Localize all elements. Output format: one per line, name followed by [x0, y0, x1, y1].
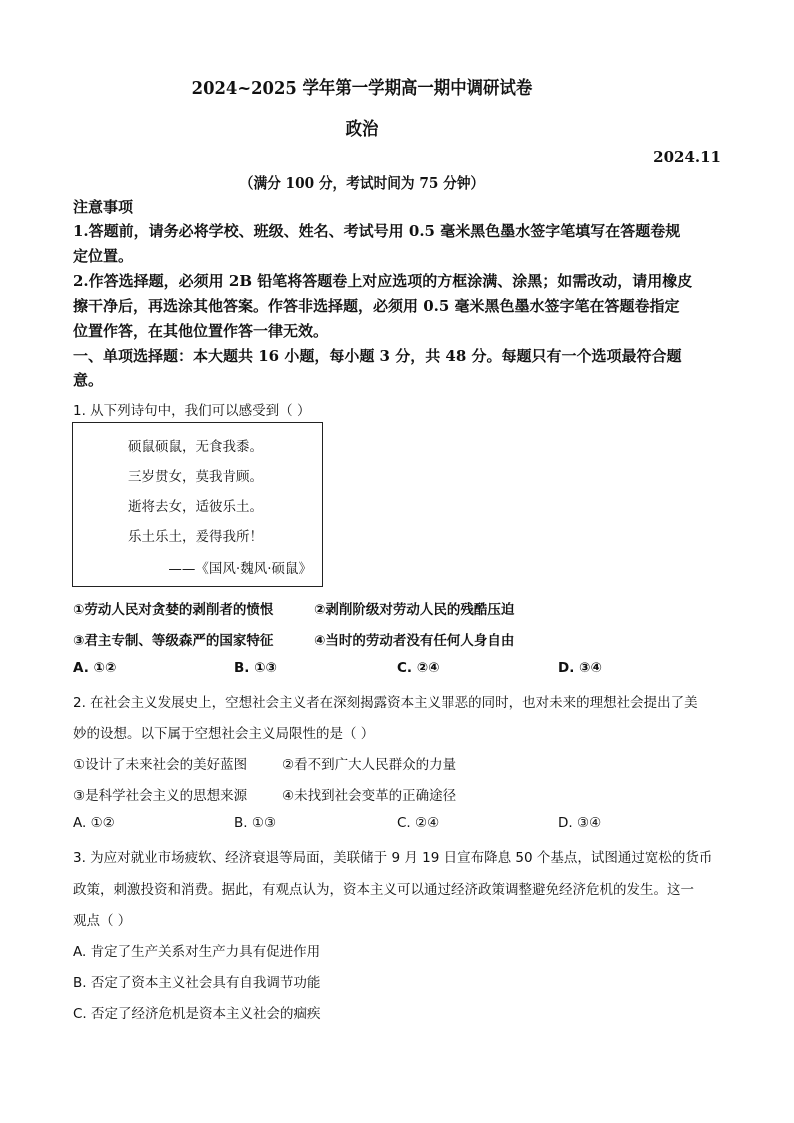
q1-option-3: ③君主专制、等级森严的国家特征 [73, 633, 274, 649]
score-time-note: （满分 100 分，考试时间为 75 分钟） [239, 174, 485, 192]
q1-choice-d: D. ③④ [558, 660, 602, 676]
poem-line: 三岁贯女，莫我肯顾。 [128, 469, 263, 485]
q2-choice-c: C. ②④ [397, 815, 440, 831]
q1-stem: 1. 从下列诗句中，我们可以感受到（ ） [73, 403, 311, 419]
poem-line: 乐土乐土，爰得我所！ [128, 529, 263, 545]
q2-choice-a: A. ①② [73, 815, 115, 831]
q1-option-2: ②剥削阶级对劳动人民的残酷压迫 [314, 602, 515, 618]
q2-choice-b: B. ①③ [234, 815, 277, 831]
notes-heading: 注意事项 [73, 198, 134, 216]
section-heading-line2: 意。 [73, 371, 104, 389]
q1-choice-a: A. ①② [73, 660, 117, 676]
q2-option-1: ①设计了未来社会的美好蓝图 [73, 757, 248, 773]
q1-option-1: ①劳动人民对贪婪的剥削者的愤恨 [73, 602, 274, 618]
q1-choice-b: B. ①③ [234, 660, 277, 676]
q3-stem-line1: 3. 为应对就业市场疲软、经济衰退等局面，美联储于 9 月 19 日宣布降息 50 个基点，试图通过宽松的货币 [73, 850, 713, 866]
poem-line: 硕鼠硕鼠，无食我黍。 [128, 439, 263, 455]
exam-date: 2024.11 [653, 148, 721, 166]
q3-stem-line2: 政策，刺激投资和消费。据此，有观点认为，资本主义可以通过经济政策调整避免经济危机的发生。这一 [73, 882, 694, 898]
q2-option-3: ③是科学社会主义的思想来源 [73, 788, 248, 804]
notes-item1-line1: 1.答题前，请务必将学校、班级、姓名、考试号用 0.5 毫米黑色墨水签字笔填写在答题卷规 [73, 222, 681, 240]
poem-source: ——《国风·魏风·硕鼠》 [168, 561, 312, 577]
poem-line: 逝将去女，适彼乐土。 [128, 499, 263, 515]
q3-choice-b: B. 否定了资本主义社会具有自我调节功能 [73, 975, 321, 991]
q3-choice-a: A. 肯定了生产关系对生产力具有促进作用 [73, 944, 321, 960]
q1-option-4: ④当时的劳动者没有任何人身自由 [314, 633, 515, 649]
notes-item2-line1: 2.作答选择题，必须用 2B 铅笔将答题卷上对应选项的方框涂满、涂黑；如需改动，请用橡皮 [73, 272, 693, 290]
notes-item2-line2: 擦干净后，再选涂其他答案。作答非选择题，必须用 0.5 毫米黑色墨水签字笔在答题卷指定 [73, 297, 680, 315]
subject-title: 政治 [345, 119, 379, 140]
notes-item1-line2: 定位置。 [73, 247, 134, 265]
q1-choice-c: C. ②④ [397, 660, 440, 676]
q3-stem-line3: 观点（ ） [73, 913, 132, 929]
q2-choice-d: D. ③④ [558, 815, 602, 831]
q2-stem-line1: 2. 在社会主义发展史上，空想社会主义者在深刻揭露资本主义罪恶的同时，也对未来的理想社会提出了美 [73, 695, 698, 711]
exam-title: 2024~2025 学年第一学期高一期中调研试卷 [191, 78, 533, 99]
q3-choice-c: C. 否定了经济危机是资本主义社会的痼疾 [73, 1006, 321, 1022]
q2-stem-line2: 妙的设想。以下属于空想社会主义局限性的是（ ） [73, 726, 375, 742]
q1-poem-box [72, 422, 323, 587]
notes-item2-line3: 位置作答，在其他位置作答一律无效。 [73, 322, 329, 340]
section-heading-line1: 一、单项选择题：本大题共 16 小题，每小题 3 分，共 48 分。每题只有一个选项最符合题 [73, 347, 682, 365]
q2-option-4: ④未找到社会变革的正确途径 [282, 788, 457, 804]
q2-option-2: ②看不到广大人民群众的力量 [282, 757, 457, 773]
